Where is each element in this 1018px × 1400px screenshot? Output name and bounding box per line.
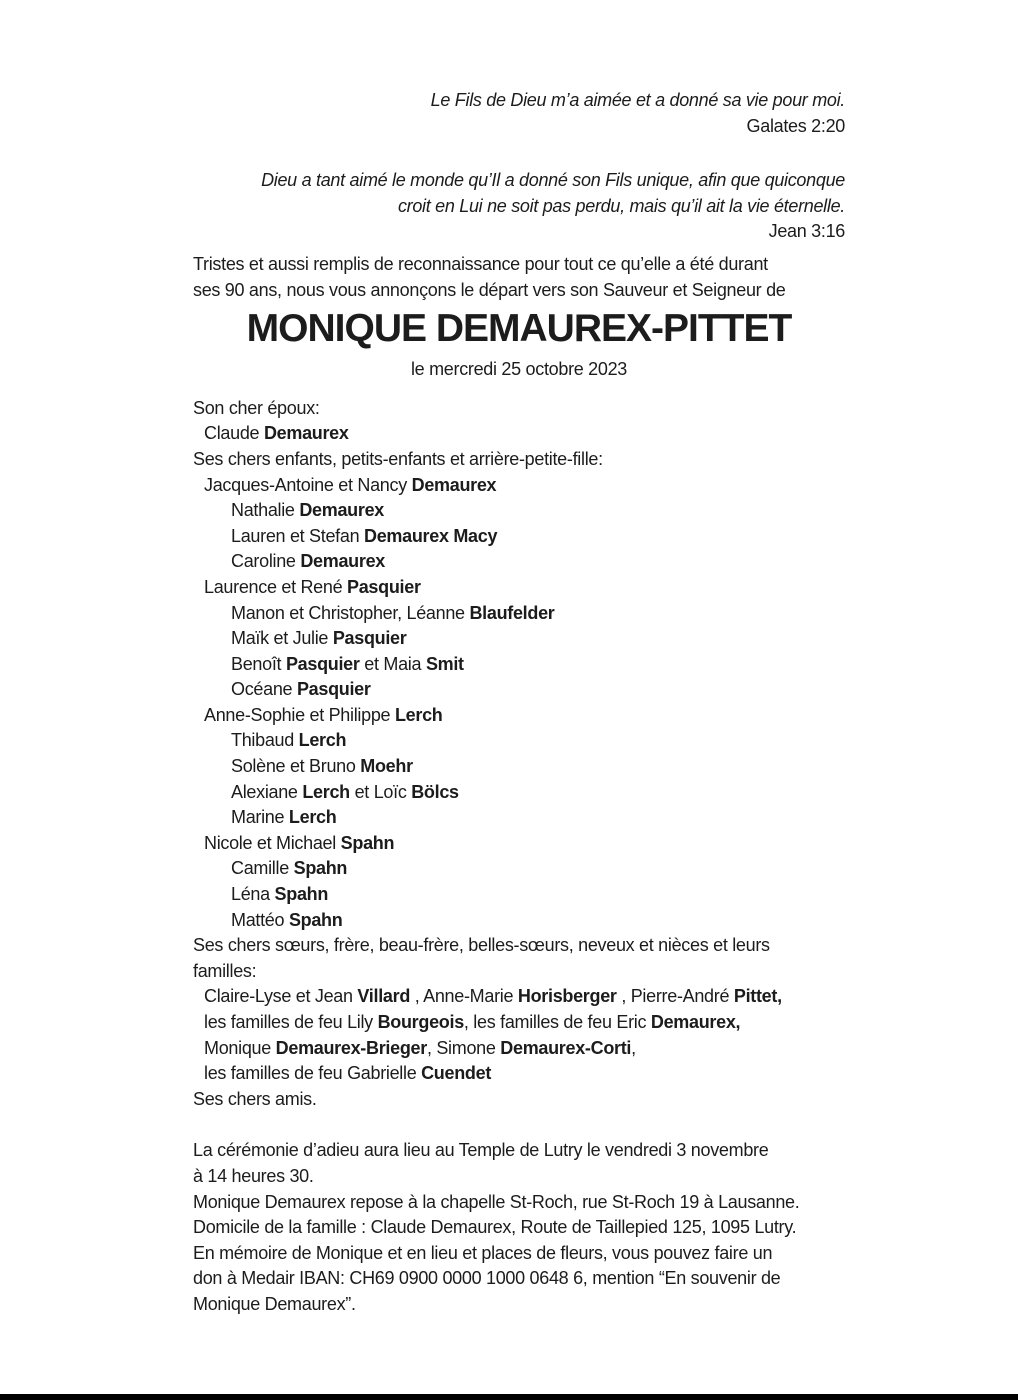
family-line: Ses chers amis. (193, 1088, 317, 1109)
ceremony-line: à 14 heures 30. (193, 1165, 314, 1186)
ceremony-line: Monique Demaurex repose à la chapelle St-Roch, rue St-Roch 19 à Lausanne. (193, 1191, 800, 1212)
family-line: Laurence et René Pasquier (204, 576, 421, 597)
family-line: Manon et Christopher, Léanne Blaufelder (231, 602, 555, 623)
family-line: Ses chers enfants, petits-enfants et arrière-petite-fille: (193, 448, 603, 469)
family-line: Alexiane Lerch et Loïc Bölcs (231, 781, 459, 802)
quote-line: Dieu a tant aimé le monde qu’Il a donné son Fils unique, afin que quiconque (261, 170, 845, 191)
quote-block (193, 88, 845, 139)
ceremony-line: La cérémonie d’adieu aura lieu au Temple de Lutry le vendredi 3 novembre (193, 1140, 769, 1161)
ceremony-line: don à Medair IBAN: CH69 0900 0000 1000 0648 6, mention “En souvenir de (193, 1268, 781, 1289)
family-line: Nicole et Michael Spahn (204, 832, 395, 853)
family-line: les familles de feu Lily Bourgeois, les familles de feu Eric Demaurex, (204, 1012, 741, 1032)
intro-line: ses 90 ans, nous vous annonçons le départ vers son Sauveur et Seigneur de (193, 279, 786, 300)
ceremony-line: En mémoire de Monique et en lieu et places de fleurs, vous pouvez faire un (193, 1242, 773, 1263)
family-line: Camille Spahn (231, 858, 348, 879)
family-line: Lauren et Stefan Demaurex Macy (231, 525, 498, 546)
quote-block (193, 168, 845, 245)
family-line: Benoît Pasquier et Maia Smit (231, 653, 464, 674)
family-line: Océane Pasquier (231, 679, 371, 700)
ceremony-details (193, 1138, 845, 1317)
family-line: Anne-Sophie et Philippe Lerch (204, 704, 443, 725)
family-line: Jacques-Antoine et Nancy Demaurex (204, 474, 497, 495)
family-line: Thibaud Lerch (231, 730, 347, 751)
family-line: Claire-Lyse et Jean Villard , Anne-Marie Horisberger , Pierre-André Pittet, (204, 986, 782, 1007)
quote-line: Le Fils de Dieu m’a aimée et a donné sa vie pour moi. (430, 90, 845, 110)
deceased-name: MONIQUE DEMAUREX-PITTET (246, 307, 792, 351)
family-line: Nathalie Demaurex (231, 500, 384, 521)
family-line: Claude Demaurex (204, 423, 349, 444)
family-line: Mattéo Spahn (231, 909, 343, 930)
family-line: Monique Demaurex-Brieger, Simone Demaurex-Corti, (204, 1037, 636, 1058)
family-line: Marine Lerch (231, 807, 337, 828)
family-line: Solène et Bruno Moehr (231, 756, 413, 777)
quote-line: croit en Lui ne soit pas perdu, mais qu’il ait la vie éternelle. (397, 195, 845, 216)
family-line: familles: (193, 960, 257, 981)
death-date: le mercredi 25 octobre 2023 (410, 359, 628, 380)
ceremony-line: Domicile de la famille : Claude Demaurex, Route de Taillepied 125, 1095 Lutry. (193, 1217, 797, 1238)
family-line: Son cher époux: (193, 397, 320, 418)
quote-reference: Galates 2:20 (746, 115, 845, 136)
intro-line: Tristes et aussi remplis de reconnaissance pour tout ce qu’elle a été durant (193, 253, 768, 274)
scripture-quotes (193, 88, 845, 245)
intro-paragraph (193, 252, 845, 303)
obituary-content (193, 88, 845, 1318)
family-list (193, 396, 845, 1113)
ceremony-line: Monique Demaurex”. (193, 1293, 356, 1314)
quote-reference: Jean 3:16 (768, 221, 845, 242)
family-line: Caroline Demaurex (231, 551, 385, 572)
family-line: Léna Spahn (231, 884, 329, 905)
bottom-edge-bar (0, 1394, 1018, 1400)
family-line: Ses chers sœurs, frère, beau-frère, belles-sœurs, neveux et nièces et leurs (193, 935, 770, 956)
family-line: les familles de feu Gabrielle Cuendet (204, 1063, 492, 1084)
family-line: Maïk et Julie Pasquier (231, 628, 407, 649)
